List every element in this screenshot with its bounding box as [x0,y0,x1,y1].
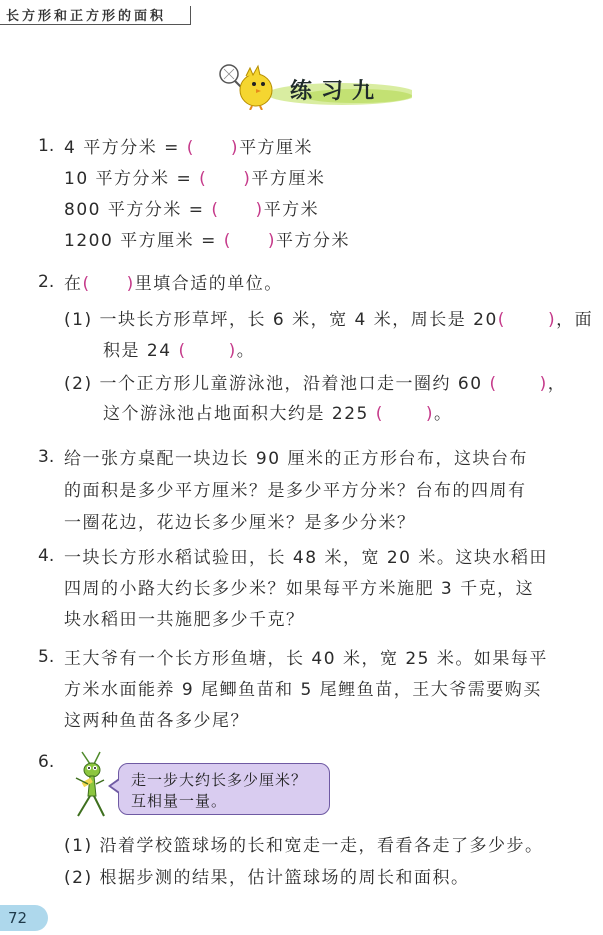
q1-line-1-text: 4 平方分米 = [64,138,187,158]
q2-part2-text-2: 这个游泳池占地面积大约是 225 [103,404,376,424]
q5-line-1: 王大爷有一个长方形鱼塘，长 40 米，宽 25 米。如果每平 [64,649,548,669]
q2-part2-text-2-end: 。 [434,404,453,424]
answer-blank-open: ( [489,374,498,394]
q1-line-3-text: 800 平方分米 = [64,200,212,220]
q2-part1-line-1 [64,308,593,332]
q1-line-2 [64,167,325,191]
q2-intro-text-end: 里填合适的单位。 [134,274,283,294]
q2-part2-line-2 [103,402,453,426]
answer-blank-close: ) [539,374,548,394]
q2-intro [64,272,283,296]
q6-part2: (2) 根据步测的结果，估计篮球场的周长和面积。 [64,868,470,888]
question-number: 1. [38,136,55,156]
exercise-title: 练习九 [290,79,384,104]
answer-blank-close: ) [228,341,237,361]
answer-blank-open: ( [211,200,220,220]
section-title: 长方形和正方形的面积 [6,9,167,24]
answer-blank-close: ) [255,200,264,220]
q1-line-3 [64,198,319,222]
sub-question-label: (1) [64,310,93,330]
page-header [0,0,603,26]
bubble-line-2: 互相量一量。 [131,792,228,810]
header-underline [0,24,190,25]
q1-line-4-text: 1200 平方厘米 = [64,231,224,251]
answer-blank-close: ) [425,404,435,424]
q2-part2-line-1 [64,372,566,396]
q2-part1-text: 一块长方形草坪，长 6 米，宽 4 米，周长是 20 [99,310,498,330]
q3-line-1: 给一张方桌配一块边长 90 厘米的正方形台布，这块台布 [64,449,528,469]
answer-blank-open: ( [375,404,384,424]
answer-blank-close: ) [126,274,135,294]
bubble-tail-fill [111,779,121,793]
answer-blank-open: ( [82,274,91,294]
q1-line-2-unit: 平方厘米 [251,169,326,189]
q4-line-3: 块水稻田一共施肥多少千克？ [64,610,305,630]
q1-line-4 [64,229,350,253]
bubble-line-1: 走一步大约长多少厘米？ [131,771,308,789]
q6-part1: (1) 沿着学校篮球场的长和宽走一走，看看各走了多少步。 [64,836,544,856]
question-number: 3. [38,447,55,467]
q2-part1-text-2-end: 。 [236,341,256,361]
q2-intro-text: 在 [64,274,83,294]
answer-blank-open: ( [178,341,187,361]
q5-line-2: 方米水面能养 9 尾鲫鱼苗和 5 尾鲤鱼苗，王大爷需要购买 [64,680,542,700]
q4-line-2: 四周的小路大约长多少米？如果每平方米施肥 3 千克，这 [64,579,535,599]
question-number: 5. [38,647,55,667]
question-number: 6. [38,752,55,772]
q1-line-1-unit: 平方厘米 [239,138,314,158]
q2-part1-text-end: ，面 [556,310,594,330]
speech-bubble [118,763,330,815]
q3-line-2: 的面积是多少平方厘米？是多少平方分米？台布的四周有 [64,481,527,501]
answer-blank-open: ( [497,310,506,330]
header-divider [190,6,191,25]
question-number: 4. [38,546,55,566]
page-number: 72 [8,909,28,927]
answer-blank-close: ) [547,310,557,330]
q2-part1-line-2 [103,339,255,363]
page-number-tab [0,905,48,931]
sub-question-label: (2) [64,374,93,394]
answer-blank-open: ( [199,169,208,189]
answer-blank-open: ( [223,231,232,251]
answer-blank-close: ) [230,138,240,158]
q1-line-3-unit: 平方米 [263,200,320,220]
q1-line-1 [64,136,313,160]
q2-part2-text: 一个正方形儿童游泳池，沿着池口走一圈约 60 [99,374,490,394]
q5-line-3: 这两种鱼苗各多少尾？ [64,711,249,731]
q3-line-3: 一圈花边，花边长多少厘米？是多少分米？ [64,513,416,533]
chick-icon [216,60,278,110]
q2-part1-text-2: 积是 24 [103,341,179,361]
answer-blank-open: ( [186,138,195,158]
question-number: 2. [38,272,55,292]
q4-line-1: 一块长方形水稻试验田，长 48 米，宽 20 米。这块水稻田 [64,548,548,568]
answer-blank-close: ) [243,169,252,189]
q1-line-4-unit: 平方分米 [276,231,351,251]
answer-blank-close: ) [267,231,277,251]
q1-line-2-text: 10 平方分米 = [64,169,200,189]
q2-part2-text-end: ， [547,374,567,394]
